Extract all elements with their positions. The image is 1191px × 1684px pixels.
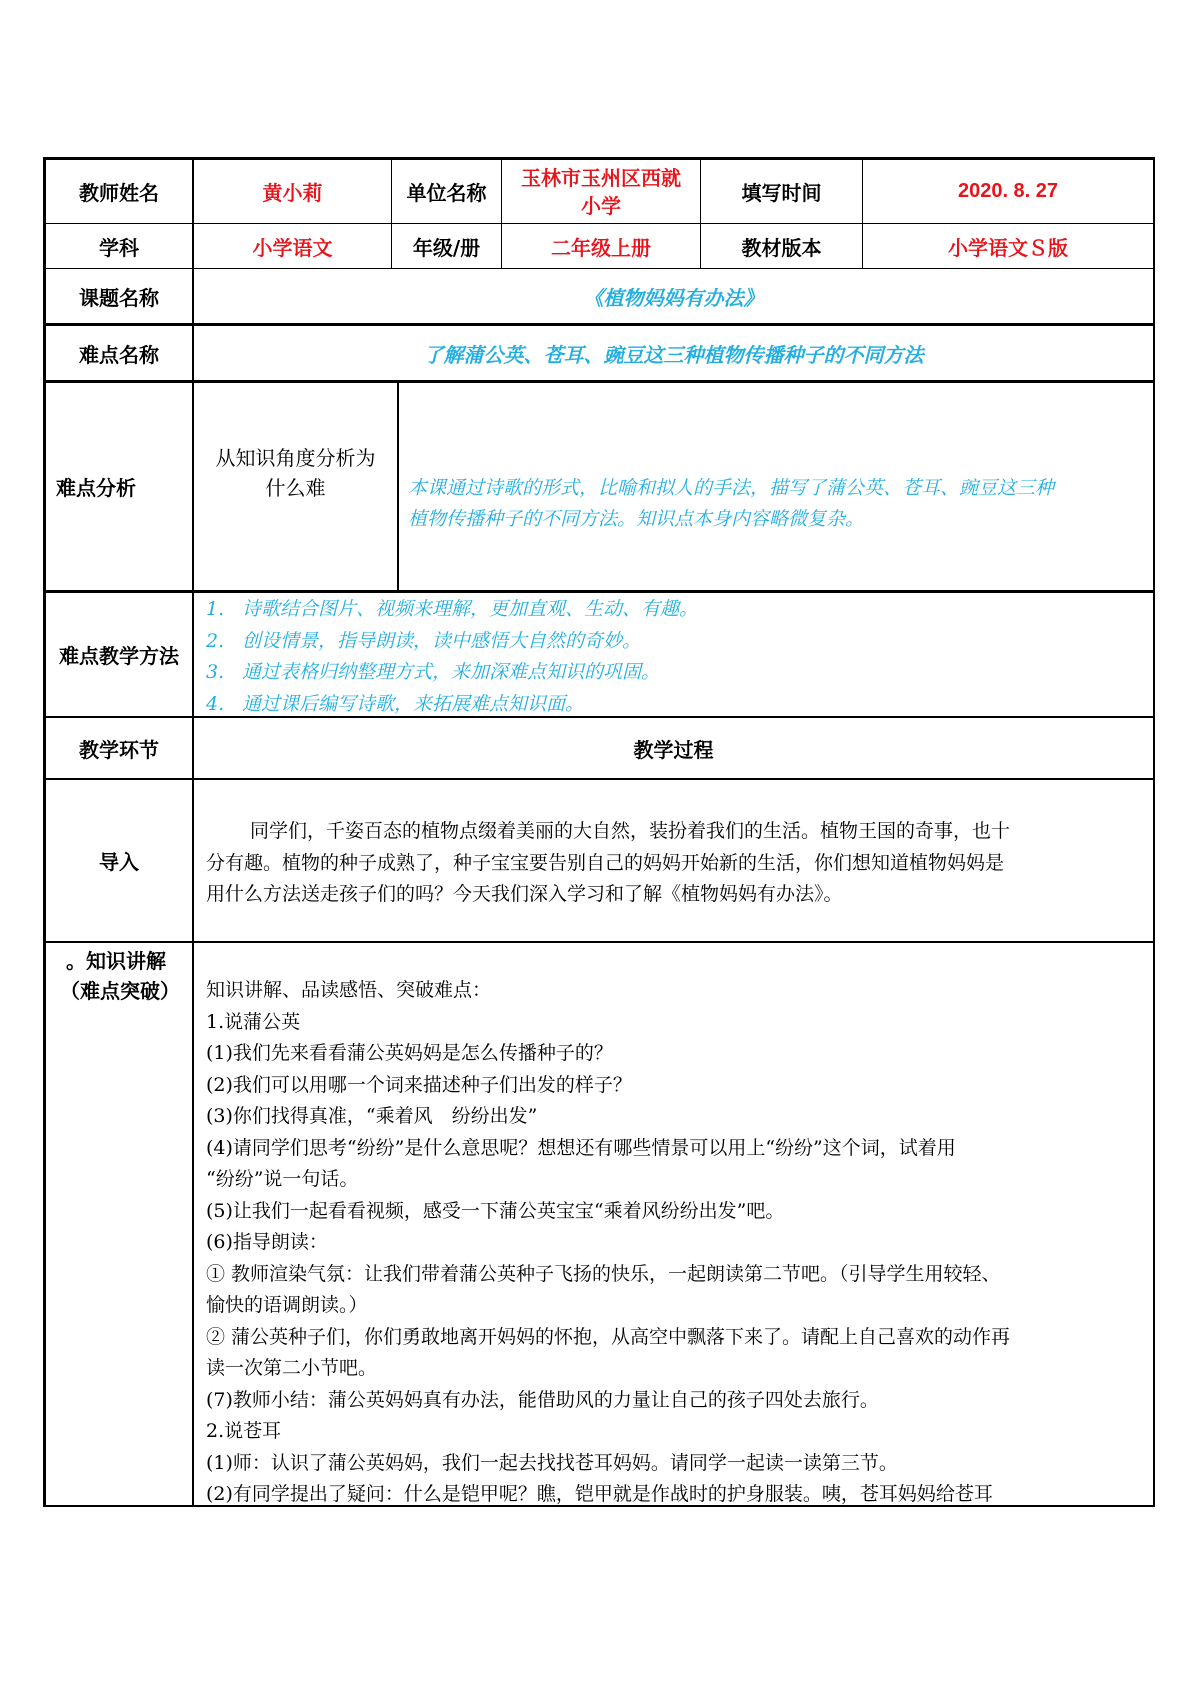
edition-label: 教材版本 <box>741 235 822 260</box>
teacher-name-label: 教师姓名 <box>79 181 159 205</box>
unit-name-label: 单位名称 <box>406 181 487 205</box>
method-text: 通过表格归纳整理方式，来加深难点知识的巩固。 <box>242 661 661 683</box>
knowledge-line: (2)我们可以用哪一个词来描述种子们出发的样子？ <box>206 1073 632 1096</box>
grade-value: 二年级上册 <box>551 235 651 260</box>
knowledge-text <box>206 975 1150 1511</box>
knowledge-label <box>60 946 180 1006</box>
topic-value: 《植物妈妈有办法》 <box>583 285 764 310</box>
section-label: 教学环节 <box>79 737 159 762</box>
knowledge-line: (7)教师小结：蒲公英妈妈真有办法，能借助风的力量让自己的孩子四处去旅行。 <box>206 1388 879 1411</box>
method-text: 通过课后编写诗歌，来拓展难点知识面。 <box>242 692 585 715</box>
fill-date-value: 2020. 8. 27 <box>957 180 1059 202</box>
knowledge-line: 知识讲解、品读感悟、突破难点： <box>206 979 492 1001</box>
method-number: 4. <box>206 692 225 715</box>
knowledge-line: “纷纷”说一句话。 <box>206 1168 359 1190</box>
teacher-name-value: 黄小莉 <box>262 181 323 205</box>
list-item <box>206 626 698 658</box>
unit-name-line1: 玉林市玉州区西就 <box>521 165 681 190</box>
knowledge-line: 1.说蒲公英 <box>206 1010 301 1033</box>
knowledge-label-line2: （难点突破） <box>60 979 180 1003</box>
column-divider <box>397 380 399 592</box>
analysis-sublabel-line2: 什么难 <box>265 475 326 500</box>
intro-line: 同学们，千姿百态的植物点缀着美丽的大自然，装扮着我们的生活。植物王国的奇事，也十 <box>250 820 1011 842</box>
intro-text <box>206 816 1150 911</box>
knowledge-label-line1: 。知识讲解 <box>66 949 166 973</box>
analysis-text-line2: 植物传播种子的不同方法。知识点本身内容略微复杂。 <box>408 508 865 530</box>
knowledge-line: (6)指导朗读： <box>206 1231 328 1253</box>
knowledge-line: 读一次第二小节吧。 <box>206 1357 378 1379</box>
knowledge-line: 愉快的语调朗读。） <box>206 1294 368 1316</box>
row-divider <box>43 778 1155 780</box>
unit-name-value <box>502 160 700 223</box>
analysis-sublabel <box>194 383 397 590</box>
knowledge-line: (4)请同学们思考“纷纷”是什么意思呢？想想还有哪些情景可以用上“纷纷”这个词，试着用 <box>206 1136 956 1159</box>
method-text: 诗歌结合图片、视频来理解，更加直观、生动、有趣。 <box>242 598 699 620</box>
grade-label: 年级/册 <box>412 235 481 260</box>
list-item <box>206 689 698 721</box>
analysis-text-line1: 本课通过诗歌的形式，比喻和拟人的手法，描写了蒲公英、苍耳、豌豆这三种 <box>408 477 1055 499</box>
intro-line: 分有趣。植物的种子成熟了，种子宝宝要告别自己的妈妈开始新的生活，你们想知道植物妈妈是 <box>206 851 1005 874</box>
analysis-label: 难点分析 <box>56 476 136 500</box>
difficulty-value: 了解蒲公英、苍耳、豌豆这三种植物传播种子的不同方法 <box>423 342 924 367</box>
methods-label: 难点教学方法 <box>59 644 179 668</box>
subject-value: 小学语文 <box>252 235 333 260</box>
method-text: 创设情景，指导朗读，读中感悟大自然的奇妙。 <box>242 629 642 652</box>
row-divider <box>43 590 1155 593</box>
knowledge-line: (1)我们先来看看蒲公英妈妈是怎么传播种子的？ <box>206 1042 613 1064</box>
method-number: 3. <box>206 661 225 683</box>
methods-list <box>206 594 698 720</box>
knowledge-line: 2.说苍耳 <box>206 1420 282 1442</box>
knowledge-line: ① 教师渲染气氛：让我们带着蒲公英种子飞扬的快乐，一起朗读第二节吧。（引导学生用较轻、 <box>206 1262 1001 1285</box>
edition-value: 小学语文Ｓ版 <box>948 235 1068 260</box>
analysis-text <box>408 473 1153 535</box>
unit-name-line2: 小学 <box>581 193 621 218</box>
topic-label: 课题名称 <box>79 285 159 310</box>
list-item <box>206 594 698 626</box>
section-value: 教学过程 <box>633 737 714 762</box>
subject-label: 学科 <box>99 235 139 260</box>
analysis-sublabel-line1: 从知识角度分析为 <box>215 445 376 470</box>
table-border-right <box>1153 157 1155 1507</box>
knowledge-line: (5)让我们一起看看视频，感受一下蒲公英宝宝“乘着风纷纷出发”吧。 <box>206 1199 785 1222</box>
knowledge-line: (2)有同学提出了疑问：什么是铠甲呢？瞧，铠甲就是作战时的护身服装。咦，苍耳妈妈给苍耳 <box>206 1483 993 1505</box>
fill-date-label: 填写时间 <box>741 181 822 205</box>
knowledge-line: (3)你们找得真准，“乘着风 纷纷出发” <box>206 1105 538 1127</box>
knowledge-line: (1)师：认识了蒲公英妈妈，我们一起去找找苍耳妈妈。请同学一起读一读第三节。 <box>206 1451 898 1474</box>
intro-label: 导入 <box>99 850 139 874</box>
method-number: 1. <box>206 598 225 620</box>
method-number: 2. <box>206 629 225 652</box>
intro-line: 用什么方法送走孩子们的吗？今天我们深入学习和了解《植物妈妈有办法》。 <box>206 883 843 905</box>
row-divider <box>43 941 1155 943</box>
difficulty-label: 难点名称 <box>79 342 159 367</box>
knowledge-line: ② 蒲公英种子们，你们勇敢地离开妈妈的怀抱，从高空中飘落下来了。请配上自己喜欢的动作再 <box>206 1325 1011 1348</box>
list-item <box>206 657 698 689</box>
